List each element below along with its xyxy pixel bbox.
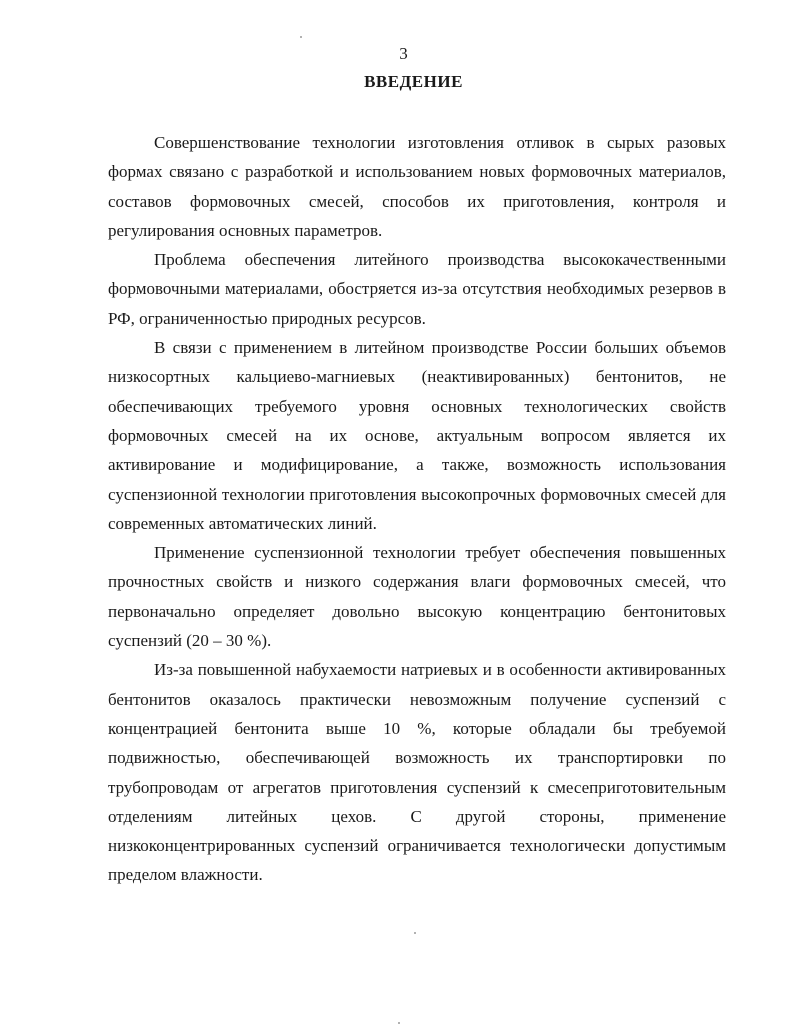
scan-speck	[414, 932, 416, 934]
page-number: 3	[399, 44, 408, 63]
scan-speck	[398, 1022, 400, 1024]
paragraph-1: Совершенствование технологии изготовления отливок в сырых разовых формах связано с разработкой и использованием новых формовочных материалов, составов формовочных смесей, способов их приготовления, контроля и регулирования основных параметров.	[108, 133, 726, 240]
scan-speck	[300, 36, 302, 38]
paragraph-4: Применение суспензионной технологии требует обеспечения повышенных прочностных свойств и низкого содержания влаги формовочных смесей, что первоначально определяет довольно высокую концентрацию бентонитовых суспензий (20 – 30 %).	[108, 543, 726, 651]
paragraph-3: В связи с применением в литейном производстве России больших объемов низкосортных кальциево-магниевых (неактивированных) бентонитов, не обеспечивающих требуемого уровня основных технологических свойств формовочных смесей на их основе, актуальным вопросом является их активирование и модифицирование, а также, возможность использования суспензионной технологии приготовления высокопрочных формовочных смесей для современных автоматических линий.	[108, 338, 726, 533]
body-text	[108, 128, 726, 890]
page-title: ВВЕДЕНИЕ	[364, 72, 463, 91]
paragraph-5: Из-за повышенной набухаемости натриевых и в особенности активированных бентонитов оказалось практически невозможным получение суспензий с концентрацией бентонита выше 10 %, которые обладали бы требуемой подвижностью, обеспечивающей возможность их транспортировки по трубопроводам от агрегатов приготовления суспензий к смесеприготовительным отделениям литейных цехов. С другой стороны, применение низкоконцентрированных суспензий ограничивается технологически допустимым пределом влажности.	[108, 660, 726, 885]
paragraph-2: Проблема обеспечения литейного производства высококачественными формовочными материалами, обостряется из-за отсутствия необходимых резервов в РФ, ограниченностью природных ресурсов.	[108, 250, 726, 328]
